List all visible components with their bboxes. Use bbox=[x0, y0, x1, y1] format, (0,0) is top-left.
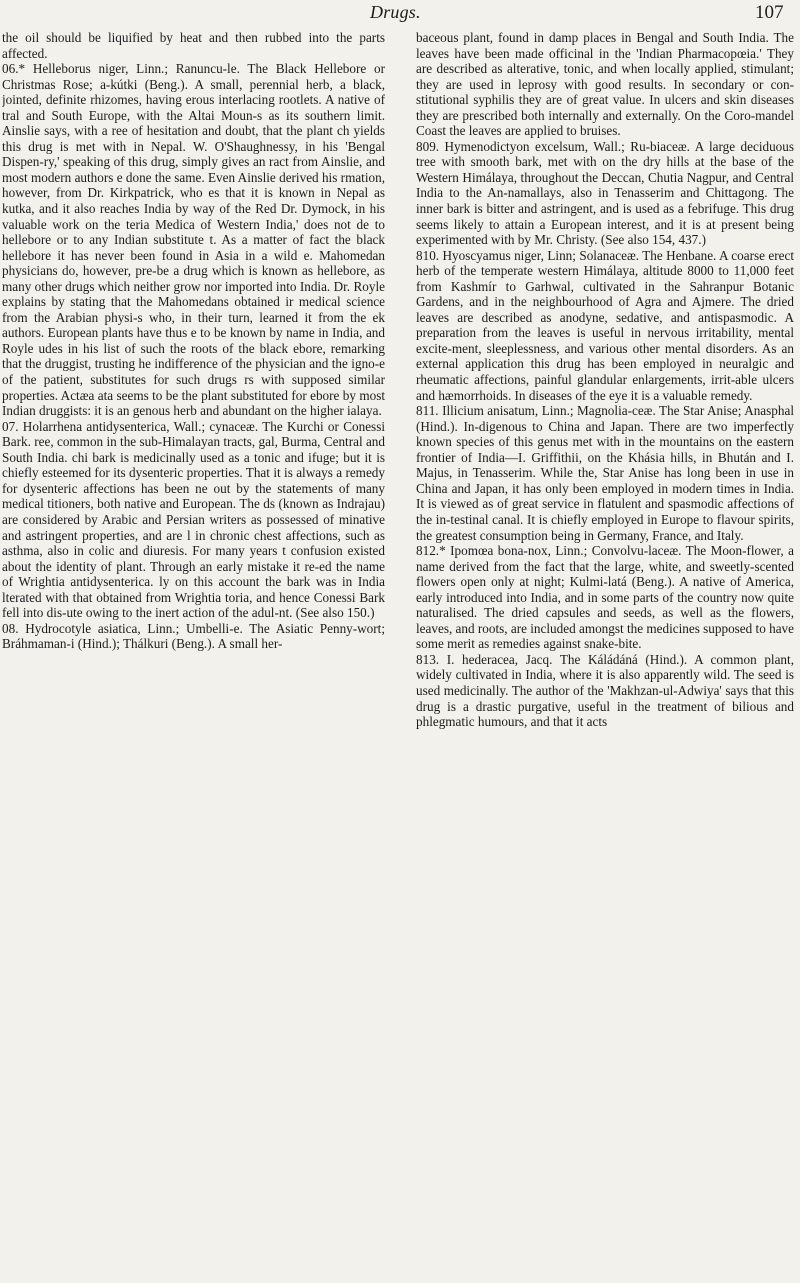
paragraph: 810. Hyoscyamus niger, Linn; Solanaceæ. The Henbane. A coarse erect herb of the temperate western Himálaya, altitude 8000 to 11,000 feet from Kashmír to Garhwal, cultivated in the Sahranpur Botanic Gardens, and in the neighbourhood of Agra and Ajmere. The dried leaves are described as anodyne, sedative, and antispasmodic. A preparation from the leaves is useful in nervous irritability, mental excite-ment, sleeplessness, and various other mental disorders. As an external application this drug has been employed in neuralgic and rheumatic affections, painful glandular enlargements, irrit-able ulcers and hæmorrhoids. In diseases of the eye it is a valuable remedy. bbox=[416, 247, 794, 403]
paragraph: 811. Illicium anisatum, Linn.; Magnolia-ceæ. The Star Anise; Anasphal (Hind.). In-digenous to China and Japan. There are two imperfectly known species of this genus met with in the mountains on the eastern frontier of India—I. Griffithii, on the Khásia hills, in Bhután and I. Majus, in Tenasserim. While the, Star Anise has long been in use in China and Japan, it has only been employed in modern times in India. It is viewed as of great service in flatulent and spasmodic affections of the in-testinal canal. It is chiefly employed in Europe to flavour spirits, the greatest consumption being in Germany, France, and Italy. bbox=[416, 403, 794, 543]
paragraph: 809. Hymenodictyon excelsum, Wall.; Ru-biaceæ. A large deciduous tree with smooth bark, met with on the dry hills at the base of the Western Himálaya, throughout the Deccan, Chutia Nagpur, and Central India to the An-namallays, also in Tenasserim and Chittagong. The inner bark is bitter and astringent, and is used as a febrifuge. This drug seems likely to attain a European interest, and it is at present being experimented with by Mr. Christy. (See also 154, 437.) bbox=[416, 138, 794, 248]
left-column bbox=[2, 30, 385, 1277]
paragraph: baceous plant, found in damp places in Bengal and South India. The leaves have been made officinal in the 'Indian Pharmacopœia.' They are described as alterative, tonic, and when locally applied, stimulant; they are used in leprosy with good results. In secondary or con-stitutional syphilis they are of great value. In ulcers and skin diseases they are prescribed both internally and externally. On the Coro-mandel Coast the leaves are applied to bruises. bbox=[416, 30, 794, 139]
paragraph: the oil should be liquified by heat and then rubbed into the parts affected. bbox=[2, 30, 385, 61]
paragraph: 812.* Ipomœa bona-nox, Linn.; Convolvu-laceæ. The Moon-flower, a name derived from the fact that the large, white, and sweetly-scented flowers open only at night; Kulmi-latá (Beng.). A native of America, early introduced into India, and in some parts of the country now quite naturalised. The dried capsules and seeds, as well as the flowers, leaves, and roots, are included amongst the medicines supposed to have some merit as remedies against snake-bite. bbox=[416, 543, 794, 652]
paragraph: 813. I. hederacea, Jacq. The Káládáná (Hind.). A common plant, widely cultivated in India, where it is also apparently wild. The seed is used medicinally. The author of the 'Makhzan-ul-Adwiya' says that this drug is a drastic purgative, useful in the treatment of bilious and phlegmatic humours, and that it acts bbox=[416, 651, 794, 730]
paragraph: 07. Holarrhena antidysenterica, Wall.; cynaceæ. The Kurchi or Conessi Bark. ree, common in the sub-Himalayan tracts, gal, Burma, Central and South India. chi bark is medicinally used as a tonic and ifuge; but it is chiefly esteemed for its dysenteric properties. That it is always a remedy for dysenteric affections has been ne out by the statements of many medical titioners, both native and European. The ds (known as Indrajau) are considered by Arabic and Persian writers as possessed of minative and astringent properties, and are l in chronic chest affections, such as asthma, also in colic and diuresis. For many years t confusion existed about the identity of plant. Through an early mistake it re-ed the name of Wrightia antidysenterica. ly on this account the bark was in India lterated with that obtained from Wrightia toria, and hence Conessi Bark fell into dis-ute owing to the inert action of the adul-nt. (See also 150.) bbox=[2, 418, 385, 621]
right-column bbox=[416, 30, 794, 1277]
running-title: Drugs. bbox=[370, 2, 421, 22]
paragraph: 06.* Helleborus niger, Linn.; Ranuncu-le. The Black Hellebore or Christmas Rose; a-kútki (Beng.). A small, perennial herb, a black, jointed, definite rhizomes, having erous interlacing rootlets. A native of tral and South Europe, with the Altai Moun-s as its southern limit. Ainslie says, with a ree of hesitation and doubt, that the plant ch yields this drug is met with in Nepal. W. O'Shaughnessy, in his 'Bengal Dispen-ry,' speaking of this drug, simply gives an ract from Ainslie, and most modern authors e done the same. Even Ainslie derived his rmation, however, from Dr. Kirkpatrick, who es that it is known in Nepal as kutka, and it also reaches India by way of the Red Dr. Dymock, in his valuable work on the teria Medica of Western India,' does not de to hellebore or to any Indian substitute t. As a matter of fact the black hellebore it has never been found in Asia in a wild e. Mahomedan physicians do, however, pre-be a drug which is known as hellebore, as many other drugs which neither grow nor imported into India. Dr. Royle explains by stating that the Mahomedans obtained ir medical science from the Arabian physi-s who, in their turn, learned it from the ek authors. European plants have thus e to be known by name in India, and Royle udes in his list of such the roots of the black ebore, remarking that the druggist, trusting he indifference of the physician and the igno-e of the patient, substitutes for such drugs rs with supposed similar properties. Actæa ata seems to be the plant substituted for ebore by most Indian druggists: it is an genous herb and abundant on the higher ialaya. bbox=[2, 61, 385, 419]
page-number: 107 bbox=[755, 2, 784, 23]
paragraph: 08. Hydrocotyle asiatica, Linn.; Umbelli-e. The Asiatic Penny-wort; Bráhmaman-i (Hind.); Thálkuri (Beng.). A small her- bbox=[2, 620, 385, 652]
page-header bbox=[0, 0, 800, 26]
